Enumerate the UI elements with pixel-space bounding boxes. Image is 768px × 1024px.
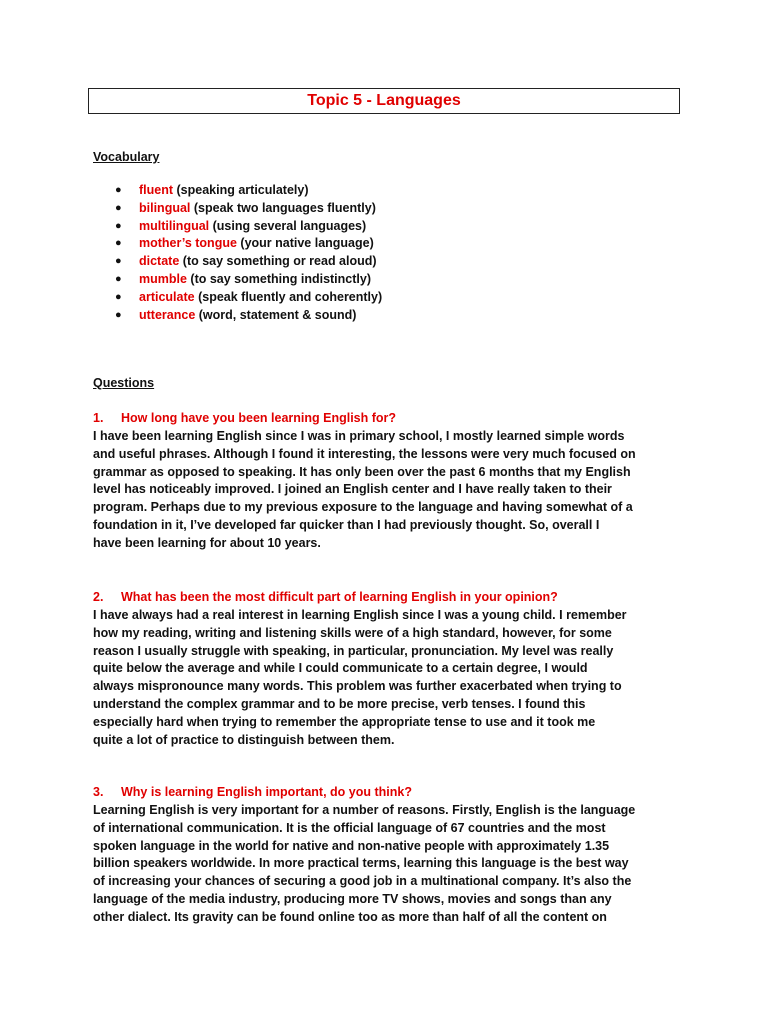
answer-line: of increasing your chances of securing a good job in a multinational company. It’s also the (93, 874, 632, 889)
answer-line: Learning English is very important for a number of reasons. Firstly, English is the language (93, 803, 636, 817)
answer-3 (93, 802, 685, 927)
answer-line: level has noticeably improved. I joined an English center and I have really taken to their (93, 482, 612, 497)
question-1 (93, 411, 683, 425)
answer-line: program. Perhaps due to my previous exposure to the language and having somewhat of a (93, 500, 633, 515)
answer-line: especially hard when trying to remember the appropriate tense to use and it took me (93, 714, 596, 729)
answer-line: language of the media industry, producing more TV shows, movies and songs than any (93, 891, 612, 906)
vocab-term: utterance (139, 307, 196, 322)
vocab-definition: (to say something indistinctly) (190, 271, 371, 286)
answer-line: understand the complex grammar and to be more precise, verb tenses. I found this (93, 696, 586, 711)
question-number: 2. (93, 590, 104, 604)
list-item (93, 289, 382, 307)
question-text: Why is learning English important, do you think? (121, 785, 412, 799)
answer-line: grammar as opposed to speaking. It has only been over the past 6 months that my English (93, 464, 631, 479)
vocab-definition: (speak two languages fluently) (193, 200, 376, 215)
question-text: How long have you been learning English for? (121, 411, 397, 425)
list-item (93, 235, 382, 253)
answer-line: I have been learning English since I was in primary school, I mostly learned simple words (93, 429, 625, 443)
answer-line: always mispronounce many words. This problem was further exacerbated when trying to (93, 679, 622, 694)
answer-line: other dialect. Its gravity can be found online too as more than half of all the content on (93, 909, 607, 924)
question-number: 3. (93, 785, 104, 799)
vocabulary-heading: Vocabulary (93, 150, 160, 164)
answer-line: have been learning for about 10 years. (93, 535, 321, 550)
vocab-term: mumble (139, 271, 187, 286)
answer-line: I have always had a real interest in learning English since I was a young child. I remember (93, 608, 627, 622)
bullet-icon: ● (115, 237, 122, 250)
answer-line: reason I usually struggle with speaking, in particular, pronunciation. My level was really (93, 643, 614, 658)
vocab-definition: (word, statement & sound) (198, 307, 357, 322)
question-3 (93, 785, 683, 799)
answer-line: spoken language in the world for native and non-native people with approximately 1.35 (93, 838, 610, 853)
bullet-icon: ● (115, 184, 122, 196)
vocab-term: dictate (139, 254, 180, 269)
vocab-term: fluent (139, 183, 174, 197)
list-item (93, 253, 382, 271)
vocab-definition: (to say something or read aloud) (182, 254, 377, 269)
vocab-term: mother’s tongue (139, 236, 237, 251)
vocab-term: multilingual (139, 218, 210, 233)
answer-line: of international communication. It is the official language of 67 countries and the most (93, 820, 606, 835)
vocab-term: articulate (139, 289, 195, 304)
vocab-definition: (your native language) (240, 236, 374, 251)
answer-line: and useful phrases. Although I found it interesting, the lessons were very much focused on (93, 446, 636, 461)
bullet-icon: ● (115, 308, 122, 321)
list-item (93, 307, 382, 325)
bullet-icon: ● (115, 201, 122, 214)
answer-2 (93, 607, 685, 749)
answer-line: how my reading, writing and listening skills were of a high standard, however, for some (93, 625, 612, 640)
list-item (93, 182, 382, 200)
list-item (93, 218, 382, 236)
vocab-term: bilingual (139, 200, 191, 215)
answer-1 (93, 428, 685, 553)
vocab-definition: (speak fluently and coherently) (198, 289, 383, 304)
question-text: What has been the most difficult part of learning English in your opinion? (121, 590, 558, 604)
list-item (93, 200, 382, 218)
bullet-icon: ● (115, 255, 122, 268)
question-2 (93, 590, 683, 604)
vocabulary-list (93, 182, 382, 324)
question-number: 1. (93, 411, 104, 425)
answer-line: billion speakers worldwide. In more practical terms, learning this language is the best way (93, 856, 629, 871)
answer-line: quite a lot of practice to distinguish between them. (93, 732, 395, 747)
vocab-definition: (speaking articulately) (176, 183, 309, 197)
answer-line: quite below the average and while I could communicate to a certain degree, I would (93, 661, 588, 676)
bullet-icon: ● (115, 272, 122, 285)
questions-heading: Questions (93, 376, 155, 390)
title-box (88, 88, 680, 114)
page-title: Topic 5 - Languages (307, 92, 461, 109)
list-item (93, 271, 382, 289)
bullet-icon: ● (115, 290, 122, 303)
answer-line: foundation in it, I’ve developed far quicker than I had previously thought. So, overall I (93, 517, 600, 532)
bullet-icon: ● (115, 219, 122, 232)
vocab-definition: (using several languages) (212, 218, 367, 233)
